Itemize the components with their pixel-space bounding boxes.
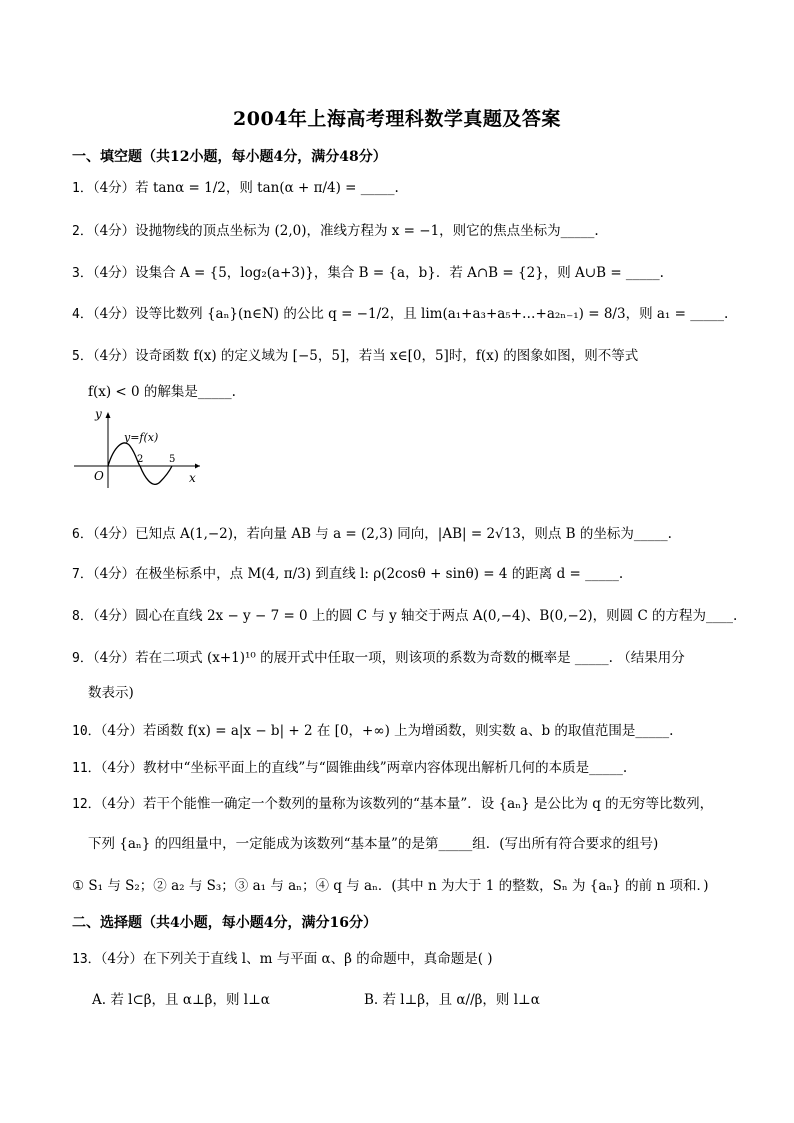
question-text: （4分）在极坐标系中，点 M(4, π/3) 到直线 l: ρ(2cosθ + sinθ) = 4 的距离 d = _____. [92,566,624,582]
y-axis-arrow [106,412,111,418]
question-9-continuation: 数表示) [88,685,134,701]
tick-label-2: 2 [137,454,144,465]
function-graph [72,408,202,490]
question-text: （4分）设抛物线的顶点坐标为 (2,0)，准线方程为 x = −1，则它的焦点坐标为_____. [92,223,599,239]
question-13 [72,949,752,970]
question-12 [72,794,752,815]
question-number: 7． [72,567,93,582]
question-number: 10． [72,724,101,739]
question-text: （4分）教材中“坐标平面上的直线”与“圆锥曲线”两章内容体现出解析几何的本质是_____. [100,760,628,776]
question-number: 5． [72,349,93,364]
question-text: （4分）已知点 A(1,−2)，若向量 AB 与 a = (2,3) 同向，|AB| = 2√13，则点 B 的坐标为_____. [92,526,672,542]
section-multiple-choice-heading: 二、选择题（共4小题，每小题4分，满分16分） [72,915,377,931]
question-6 [72,524,752,545]
page-title: 2004年上海高考理科数学真题及答案 [233,108,561,130]
question-7 [72,564,752,585]
question-text: （4分）在下列关于直线 l、m 与平面 α、β 的命题中，真命题是( ) [100,951,493,967]
question-text: （4分）若干个能惟一确定一个数列的量称为该数列的“基本量”．设 {aₙ} 是公比为 q 的无穷等比数列， [100,796,714,812]
y-axis-label: y [95,408,102,421]
question-number: 12． [72,797,101,812]
question-number: 3． [72,266,93,281]
x-axis-label: x [189,471,196,485]
curve-label: y=f(x) [124,431,159,444]
section-fill-blank-heading: 一、填空题（共12小题，每小题4分，满分48分） [72,149,387,165]
question-number: 4． [72,307,93,322]
question-text: （4分）若函数 f(x) = a|x − b| + 2 在 [0，+∞) 上为增函数，则实数 a、b 的取值范围是_____. [100,723,674,739]
question-text: （4分）设奇函数 f(x) 的定义域为 [−5，5]，若当 x∈[0，5]时，f(x) 的图象如图，则不等式 [92,348,639,364]
question-3 [72,263,752,284]
question-text: （4分）设等比数列 {aₙ}(n∈N) 的公比 q = −1/2，且 lim(a₁+a₃+a₅+…+a₂ₙ₋₁) = 8/3，则 a₁ = _____. [92,306,729,322]
question-text: （4分）若在二项式 (x+1)¹⁰ 的展开式中任取一项，则该项的系数为奇数的概率是 _____. （结果用分 [92,650,685,666]
question-number: 2． [72,224,93,239]
tick-label-5: 5 [169,454,176,465]
question-12-continuation: 下列 {aₙ} 的四组量中，一定能成为该数列“基本量”的是第_____组．(写出所有符合要求的组号) [88,836,659,852]
question-12-groups: ① S₁ 与 S₂；② a₂ 与 S₃；③ a₁ 与 aₙ；④ q 与 aₙ．(其中 n 为大于 1 的整数，Sₙ 为 {aₙ} 的前 n 项和．) [72,878,709,894]
question-2 [72,221,752,242]
question-number: 9． [72,651,93,666]
option-a[interactable]: A. 若 l⊂β，且 α⊥β，则 l⊥α [92,992,270,1008]
question-5 [72,346,752,367]
question-number: 13． [72,952,101,967]
question-1 [72,178,752,199]
question-4 [72,304,752,325]
option-b[interactable]: B. 若 l⊥β，且 α//β，则 l⊥α [364,992,540,1008]
question-10 [72,721,752,742]
question-text: （4分）圆心在直线 2x − y − 7 = 0 上的圆 C 与 y 轴交于两点 A(0,−4)、B(0,−2)，则圆 C 的方程为____. [92,608,738,624]
origin-label: O [94,469,104,483]
question-9 [72,648,752,669]
x-axis-arrow [195,464,200,469]
question-5-continuation: f(x) < 0 的解集是_____. [88,384,236,400]
question-text: （4分）若 tanα = 1/2，则 tan(α + π/4) = _____. [92,180,399,196]
question-number: 11． [72,761,101,776]
question-number: 8． [72,609,93,624]
question-number: 1． [72,181,93,196]
question-8 [72,606,752,627]
question-11 [72,758,752,779]
question-number: 6． [72,527,93,542]
question-text: （4分）设集合 A = {5，log₂(a+3)}，集合 B = {a，b}．若 A∩B = {2}，则 A∪B = _____. [92,265,664,281]
